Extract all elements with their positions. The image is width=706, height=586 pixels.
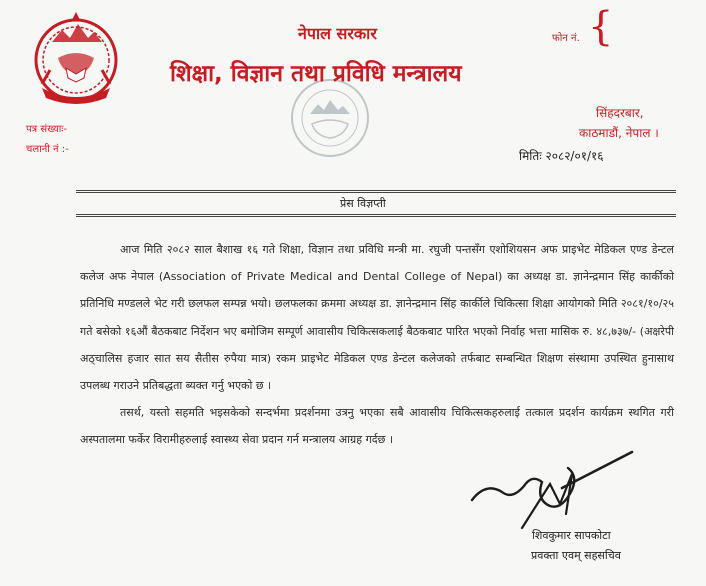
letter-number-label: पत्र संख्याः-	[26, 124, 68, 135]
title-rule-top	[76, 190, 676, 193]
nepal-emblem-icon	[28, 8, 124, 112]
press-release-title: प्रेस विज्ञप्ती	[340, 197, 386, 210]
phone-brace: {	[588, 4, 614, 50]
title-rule-bottom	[76, 214, 676, 217]
notice-body	[80, 236, 674, 454]
notice-paragraph-2: तसर्थ, यस्तो सहमति भइसकेको सन्दर्भमा प्रदर्शनमा उत्रनु भएका सबै आवासीय चिकित्सकहरुलाई तत्काल प्रदर्शन कार्यक्रम स्थगित गरी अस्पतालमा फर्केर विरामीहरुलाई स्वास्थ्य सेवा प्रदान गर्न मन्त्रालय आग्रह गर्दछ ।	[80, 406, 674, 447]
phone-label: फोन नं.	[552, 33, 580, 44]
signatory-title: प्रवक्ता एवम् सहसचिव	[531, 549, 621, 562]
notice-paragraph-1: आज मिति २०८२ साल बैशाख १६ गते शिक्षा, विज्ञान तथा प्रविधि मन्त्री मा. रघुजी पन्तसँग एशोशियसन अफ प्राइभेट मेडिकल एण्ड डेन्टल कलेज अफ नेपाल (Association of Private Medical and Dental College of Nepal) का अध्यक्ष डा. ज्ञानेन्द्रमान सिंह कार्कीको प्रतिनिधि मण्डलले भेट गरी छलफल सम्पन्न भयो। छलफलका क्रममा अध्यक्ष डा. ज्ञानेन्द्रमान सिंह कार्कीले चिकित्सा शिक्षा आयोगको मिति २०८१/१०/२५ गते बसेको १६औं बैठकबाट निर्देशन भए बमोजिम सम्पूर्ण आवासीय चिकित्सकलाई बैठकबाट पारित भएको निर्वाह भत्ता मासिक रु. ४८,७३७/- (अक्षरेपी अठ्चालिस हजार सात सय सैतीस रुपैया मात्र) रकम प्राइभेट मेडिकल एण्ड डेन्टल कलेजको तर्फबाट सम्बन्धित शिक्षण संस्थामा उपस्थित हुनासाथ उपलब्ध गराउने प्रतिबद्धता ब्यक्त गर्नु भएको छ ।	[80, 243, 674, 393]
dispatch-number-label: चलानी नं :-	[26, 144, 69, 155]
address-line-2: काठमाडौं, नेपाल ।	[579, 126, 659, 140]
signature-icon	[462, 448, 642, 538]
address-line-1: सिंहदरबार,	[596, 106, 644, 120]
letter-date: मितिः २०८२/०१/१६	[519, 149, 604, 163]
ministry-name: शिक्षा, विज्ञान तथा प्रविधि मन्त्रालय	[170, 61, 462, 87]
signatory-name: शिवकुमार सापकोटा	[532, 529, 611, 542]
government-name: नेपाल सरकार	[298, 24, 377, 43]
